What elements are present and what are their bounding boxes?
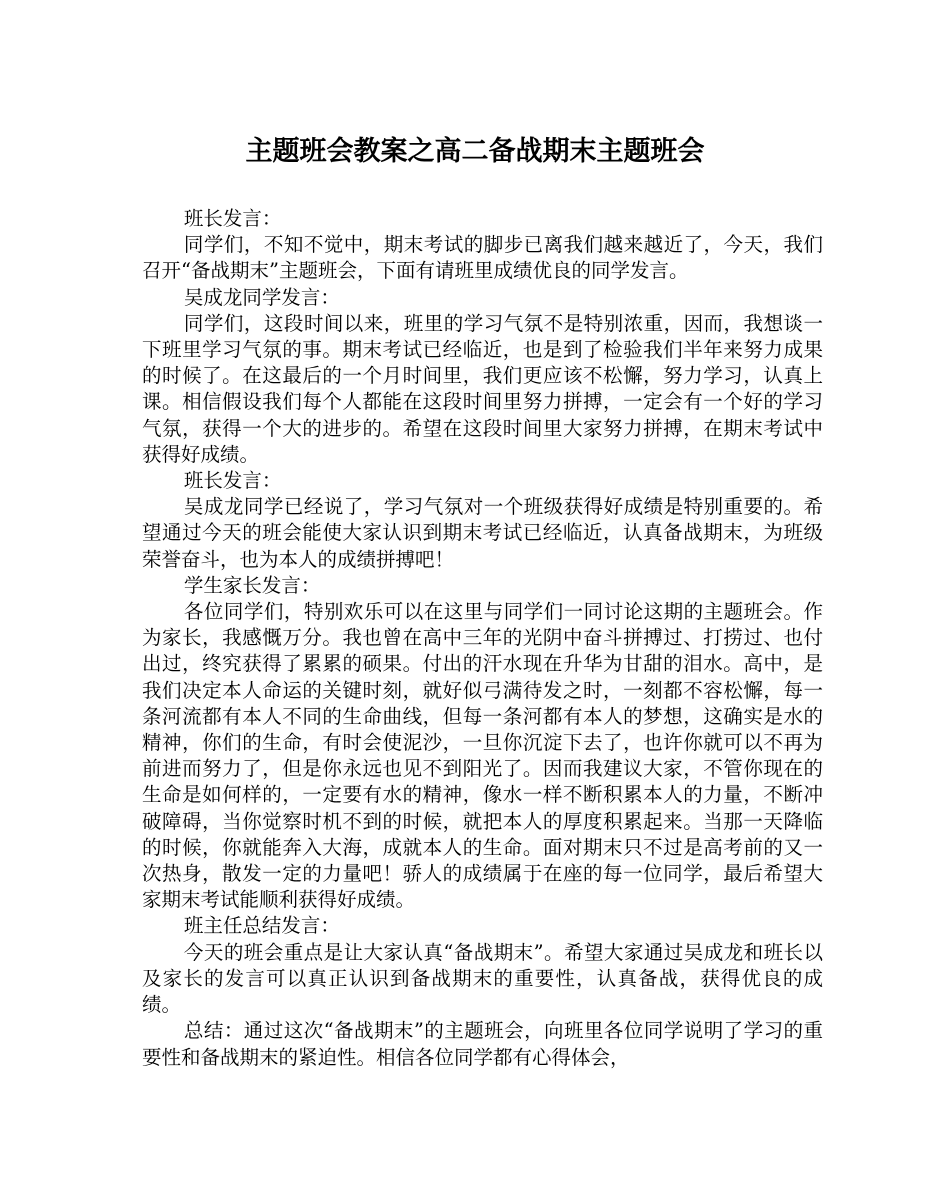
body-paragraph: 同学们，不知不觉中，期末考试的脚步已离我们越来越近了，今天，我们召开“备战期末”主题班会，下面有请班里成绩优良的同学发言。 — [142, 233, 823, 283]
document-title: 主题班会教案之高二备战期末主题班会 — [245, 136, 705, 167]
body-paragraph: 吴成龙同学已经说了，学习气氛对一个班级获得好成绩是特别重要的。希望通过今天的班会能使大家认识到期末考试已经临近，认真备战期末，为班级荣誉奋斗，也为本人的成绩拼搏吧！ — [142, 495, 823, 571]
speaker-label: 学生家长发言： — [183, 573, 321, 597]
body-paragraph: 各位同学们，特别欢乐可以在这里与同学们一同讨论这期的主题班会。作为家长，我感慨万分。我也曾在高中三年的光阴中奋斗拼搏过、打捞过、也付出过，终究获得了累累的硕果。付出的汗水现在升华为甘甜的泪水。高中，是我们决定本人命运的关键时刻，就好似弓满待发之时，一刻都不容松懈，每一条河流都有本人不同的生命曲线，但每一条河都有本人的梦想，这确实是水的精神，你们的生命，有时会使泥沙，一旦你沉淀下去了，也许你就可以不再为前进而努力了，但是你永远也见不到阳光了。因而我建议大家，不管你现在的生命是如何样的，一定要有水的精神，像水一样不断积累本人的力量，不断冲破障碍，当你觉察时机不到的时候，就把本人的厚度积累起来。当那一天降临的时候，你就能奔入大海，成就本人的生命。面对期末只不过是高考前的又一次热身，散发一定的力量吧！骄人的成绩属于在座的每一位同学，最后希望大家期末考试能顺利获得好成绩。 — [142, 600, 823, 912]
document-body — [142, 206, 823, 1071]
body-paragraph: 今天的班会重点是让大家认真“备战期末”。希望大家通过吴成龙和班长以及家长的发言可以真正认识到备战期末的重要性，认真备战，获得优良的成绩。 — [142, 940, 823, 1017]
speaker-label: 班长发言： — [183, 469, 282, 493]
speaker-label: 班主任总结发言： — [183, 914, 340, 938]
speaker-label: 班长发言： — [183, 207, 282, 230]
summary-paragraph: 总结：通过这次“备战期末”的主题班会，向班里各位同学说明了学习的重要性和备战期末的紧迫性。相信各位同学都有心得体会， — [142, 1019, 823, 1069]
body-paragraph: 同学们，这段时间以来，班里的学习气氛不是特别浓重，因而，我想谈一下班里学习气氛的事。期末考试已经临近，也是到了检验我们半年来努力成果的时候了。在这最后的一个月时间里，我们更应该不松懈，努力学习，认真上课。相信假设我们每个人都能在这段时间里努力拼搏，一定会有一个好的学习气氛，获得一个大的进步的。希望在这段时间里大家努力拼搏，在期末考试中获得好成绩。 — [142, 311, 823, 466]
speaker-label: 吴成龙同学发言： — [183, 285, 340, 309]
